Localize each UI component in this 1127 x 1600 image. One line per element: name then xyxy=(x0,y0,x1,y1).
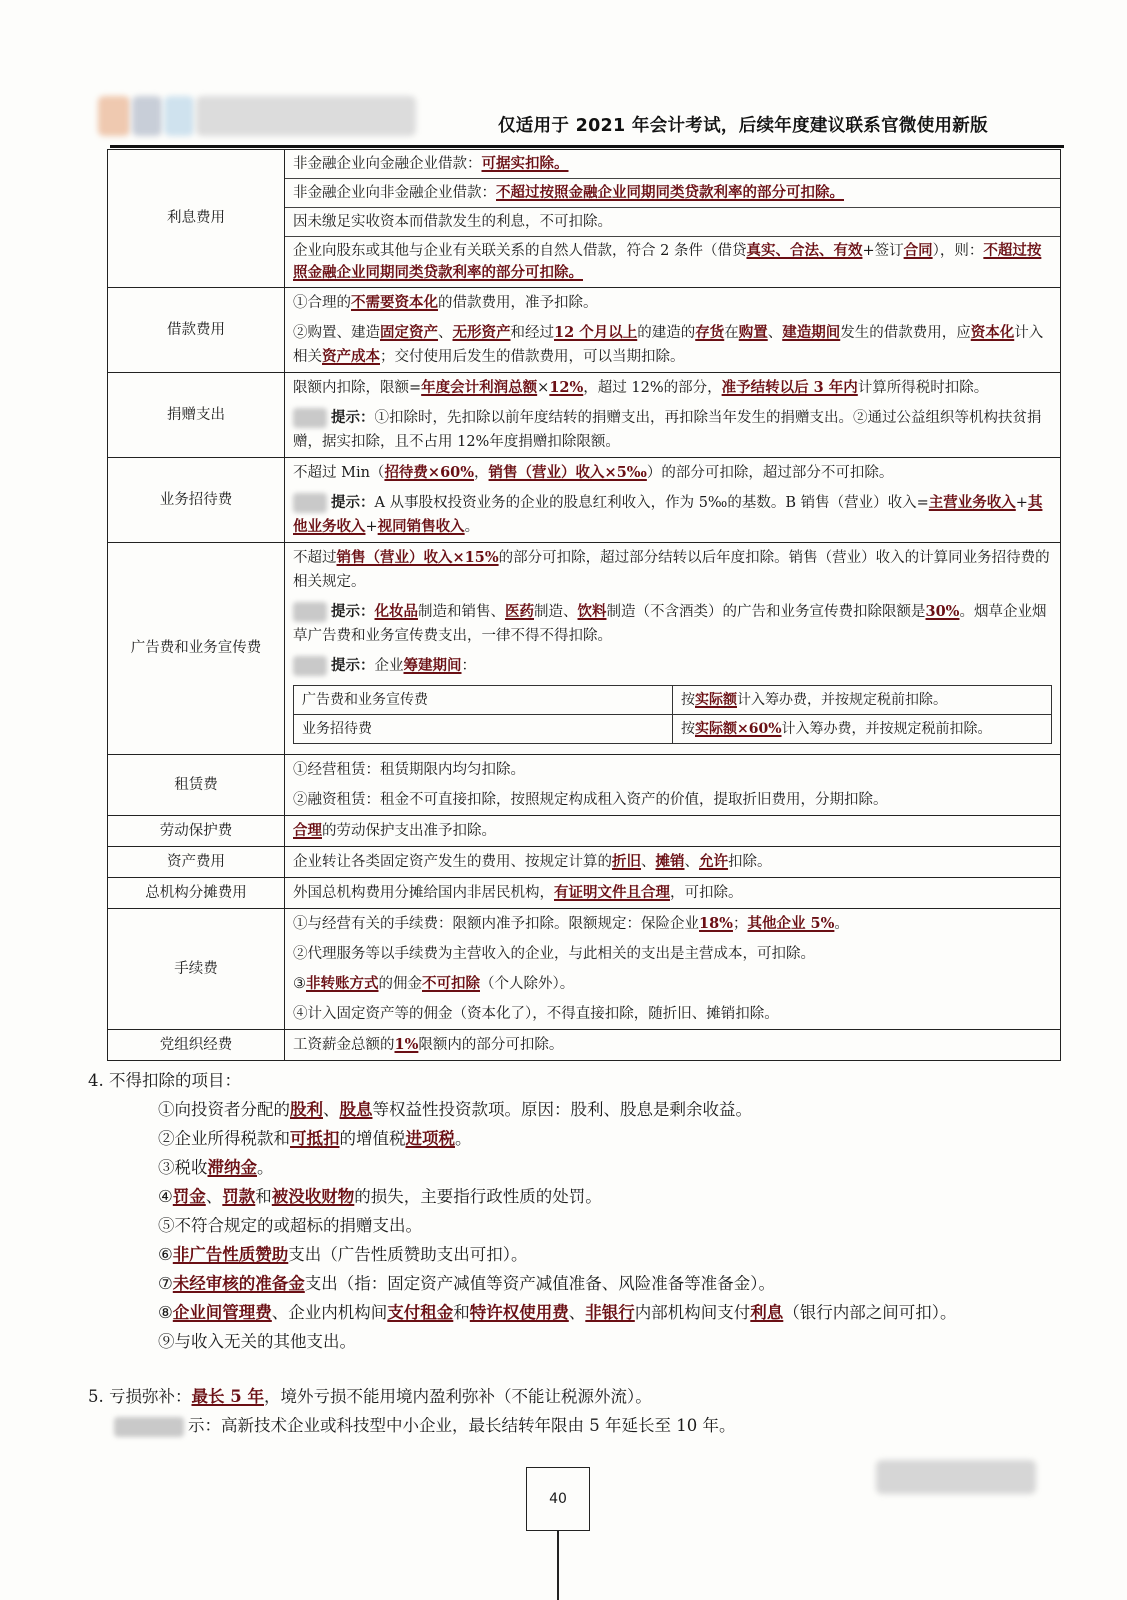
lease-line-2: ②融资租赁：租金不可直接扣除，按照规定构成租入资产的价值，提取折旧费用，分期扣除。 xyxy=(293,792,888,808)
page-number: 40 xyxy=(526,1467,590,1531)
blurred-logo xyxy=(98,96,130,136)
section-5-line: 5. 亏损弥补：最长 5 年，境外亏损不能用境内盈利弥补（不能让税源外流）。 xyxy=(88,1387,652,1406)
inner-cell-rule: 按实际额×60%计入筹办费，并按规定税前扣除。 xyxy=(673,715,1052,744)
list-item: ⑤不符合规定的或超标的捐赠支出。 xyxy=(158,1216,422,1235)
borrowing-line-2: ②购置、建造固定资产、无形资产和经过12 个月以上的建造的存货在购置、建造期间发生的借款费用，应资本化计入相关资产成本；交付使用后发生的借款费用，可以当期扣除。 xyxy=(293,324,1044,365)
list-item: ⑦未经审核的准备金支出（指：固定资产减值等资产减值准备、风险准备等准备金）。 xyxy=(158,1274,776,1293)
row-category: 党组织经费 xyxy=(108,1030,285,1061)
inner-cell-rule: 按实际额计入筹办费，并按规定税前扣除。 xyxy=(673,686,1052,715)
blurred-tip-icon xyxy=(293,656,327,676)
section-5-tip: 示：高新技术企业或科技型中小企业，最长结转年限由 5 年延长至 10 年。 xyxy=(88,1411,1048,1440)
row-category: 业务招待费 xyxy=(108,458,285,543)
row-category: 借款费用 xyxy=(108,288,285,373)
header-rule xyxy=(110,145,1064,148)
table-row xyxy=(108,288,1061,373)
table-row xyxy=(294,715,1052,744)
advertising-tip-2: 提示：企业筹建期间： xyxy=(285,651,1060,681)
list-item: ⑧企业间管理费、企业内机构间支付租金和特许权使用费、非银行内部机构间支付利息（银行内部之间可扣）。 xyxy=(158,1303,957,1322)
deduction-table xyxy=(107,149,1061,1061)
asset-line-1: 企业转让各类固定资产发生的费用、按规定计算的折旧、摊销、允许扣除。 xyxy=(293,853,772,870)
donation-line-1: 限额内扣除，限额=年度会计利润总额×12%，超过 12%的部分，准予结转以后 3 年内计算所得税时扣除。 xyxy=(293,379,989,396)
inner-cell-name: 广告费和业务宣传费 xyxy=(294,686,673,715)
labor-line-1: 合理的劳动保护支出准予扣除。 xyxy=(293,822,496,839)
blurred-logo xyxy=(196,96,416,136)
blurred-tip-icon xyxy=(293,602,327,622)
table-row xyxy=(108,458,1061,543)
table-row xyxy=(108,816,1061,847)
row-category: 劳动保护费 xyxy=(108,816,285,847)
row-category: 资产费用 xyxy=(108,847,285,878)
row-category: 手续费 xyxy=(108,909,285,1030)
list-item: ③税收滞纳金。 xyxy=(158,1158,274,1177)
interest-line-1: 非金融企业向金融企业借款：可据实扣除。 xyxy=(285,150,1060,179)
inner-cell-name: 业务招待费 xyxy=(294,715,673,744)
list-item: ①向投资者分配的股利、股息等权益性投资款项。原因：股利、股息是剩余收益。 xyxy=(158,1100,752,1119)
entertainment-line-1: 不超过 Min（招待费×60%，销售（营业）收入×5‰）的部分可扣除，超过部分不可扣除。 xyxy=(293,464,894,481)
donation-tip: 提示：①扣除时，先扣除以前年度结转的捐赠支出，再扣除当年发生的捐赠支出。②通过公益组织等机构扶贫捐赠，据实扣除，且不占用 12%年度捐赠扣除限额。 xyxy=(293,409,1042,450)
section-loss-carryforward xyxy=(88,1382,1048,1440)
blurred-tip-icon xyxy=(293,408,327,428)
interest-line-3: 因未缴足实收资本而借款发生的利息，不可扣除。 xyxy=(285,208,1060,237)
list-item: ⑥非广告性质赞助支出（广告性质赞助支出可扣）。 xyxy=(158,1245,528,1264)
lease-line-1: ①经营租赁：租赁期限内均匀扣除。 xyxy=(293,762,525,778)
row-category: 广告费和业务宣传费 xyxy=(108,543,285,755)
list-item: ②企业所得税款和可抵扣的增值税进项税。 xyxy=(158,1129,472,1148)
entertainment-tip: 提示：A 从事股权投资业务的企业的股息红利收入，作为 5‰的基数。B 销售（营业）收入=主营业务收入+其他业务收入+视同销售收入。 xyxy=(293,494,1043,535)
blurred-logo xyxy=(164,96,194,136)
list-item: ④罚金、罚款和被没收财物的损失，主要指行政性质的处罚。 xyxy=(158,1187,602,1206)
borrowing-line-1: ①合理的不需要资本化的借款费用，准予扣除。 xyxy=(293,294,598,311)
table-row xyxy=(294,686,1052,715)
advertising-tip-1: 提示：化妆品制造和销售、医药制造、饮料制造（不含酒类）的广告和业务宣传费扣除限额是30%。烟草企业烟草广告费和业务宣传费支出，一律不得不得扣除。 xyxy=(293,603,1047,644)
fee-line-1: ①与经营有关的手续费：限额内准予扣除。限额规定：保险企业18%；其他企业 5%。 xyxy=(293,915,849,932)
section-4-title: 4. 不得扣除的项目： xyxy=(88,1071,241,1090)
table-row xyxy=(108,373,1061,458)
row-category: 租赁费 xyxy=(108,755,285,816)
fee-line-2: ②代理服务等以手续费为主营收入的企业，与此相关的支出是主营成本，可扣除。 xyxy=(293,946,815,962)
table-row xyxy=(108,755,1061,816)
blurred-footer-logo xyxy=(876,1460,1036,1494)
page-divider xyxy=(557,1530,559,1600)
interest-line-4: 企业向股东或其他与企业有关联关系的自然人借款，符合 2 条件（借贷真实、合法、有效+签订合同），则：不超过按照金融企业同期同类贷款利率的部分可扣除。 xyxy=(293,242,1042,281)
preparation-period-table xyxy=(293,685,1052,744)
blurred-tip-icon xyxy=(114,1417,184,1437)
header-title: 仅适用于 2021 年会计考试，后续年度建议联系官微使用新版 xyxy=(498,116,988,136)
section-non-deductible xyxy=(88,1066,1048,1356)
row-category: 捐赠支出 xyxy=(108,373,285,458)
party-line-1: 工资薪金总额的1%限额内的部分可扣除。 xyxy=(293,1036,564,1053)
row-category: 利息费用 xyxy=(108,150,285,288)
table-row xyxy=(108,543,1061,755)
advertising-line-1: 不超过销售（营业）收入×15%的部分可扣除，超过部分结转以后年度扣除。销售（营业）收入的计算同业务招待费的相关规定。 xyxy=(293,549,1050,590)
table-row xyxy=(108,150,1061,288)
blurred-tip-icon xyxy=(293,493,327,513)
table-row xyxy=(108,878,1061,909)
hq-line-1: 外国总机构费用分摊给国内非居民机构，有证明文件且合理，可扣除。 xyxy=(293,884,743,901)
blurred-logo xyxy=(132,96,162,136)
row-category: 总机构分摊费用 xyxy=(108,878,285,909)
interest-line-2: 非金融企业向非金融企业借款：不超过按照金融企业同期同类贷款利率的部分可扣除。 xyxy=(285,179,1060,208)
list-item: ⑨与收入无关的其他支出。 xyxy=(158,1332,356,1351)
fee-line-3: ③非转账方式的佣金不可扣除（个人除外）。 xyxy=(293,975,575,992)
table-row xyxy=(108,847,1061,878)
table-row xyxy=(108,909,1061,1030)
fee-line-4: ④计入固定资产等的佣金（资本化了），不得直接扣除，随折旧、摊销扣除。 xyxy=(293,1006,779,1022)
table-row xyxy=(108,1030,1061,1061)
